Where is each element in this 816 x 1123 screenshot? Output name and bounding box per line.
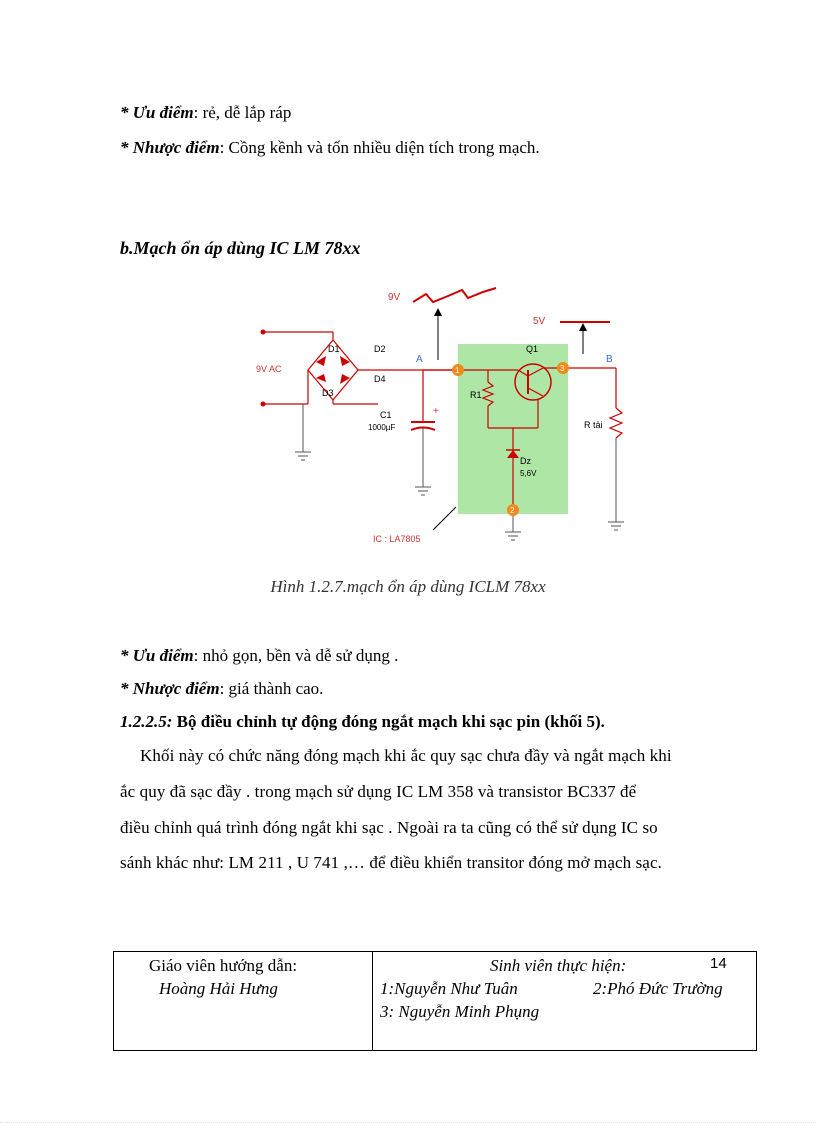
label-ic: IC : LA7805	[373, 534, 421, 544]
advantages-line-1	[120, 103, 291, 123]
student-3: 3: Nguyễn Minh Phụng	[380, 1002, 540, 1021]
label-a: A	[416, 354, 423, 365]
paragraph-line-2: ắc quy đã sạc đầy . trong mạch sử dụng IC LM 358 và transistor BC337 để	[120, 782, 637, 801]
page-number: 14	[710, 955, 727, 972]
label-b: B	[606, 354, 613, 365]
section-number: 1.2.2.5:	[120, 712, 173, 731]
bottom-dotted-rule	[0, 1119, 816, 1123]
pin-2-label: 2	[510, 506, 515, 515]
figure-caption: Hình 1.2.7.mạch ổn áp dùng ICLM 78xx	[270, 577, 546, 596]
section-title	[120, 712, 605, 732]
footer-students-cell	[373, 952, 756, 1050]
label-d2: D2	[374, 344, 386, 354]
label-dz-value: 5,6V	[520, 469, 537, 478]
label-5v: 5V	[533, 316, 546, 327]
label-d4: D4	[374, 374, 386, 384]
ac-terminal-bottom	[261, 402, 266, 407]
label-d3: D3	[322, 388, 334, 398]
paragraph-line-1: Khối này có chức năng đóng mạch khi ắc quy sạc chưa đầy và ngắt mạch khi	[140, 746, 672, 765]
advantages-label: * Ưu điểm	[120, 103, 194, 122]
label-r1: R1	[470, 390, 482, 400]
cap-plus: +	[433, 406, 439, 417]
ac-terminal-top	[261, 330, 266, 335]
circuit-figure	[248, 282, 648, 552]
label-c1: C1	[380, 410, 392, 420]
ripple-9v	[413, 288, 496, 302]
ic-pointer	[433, 507, 456, 530]
label-9v: 9V	[388, 292, 401, 303]
advantages-text-2: : nhỏ gọn, bền và dễ sử dụng .	[193, 646, 399, 665]
supervisor-name: Hoàng Hải Hưng	[159, 979, 278, 998]
advantages-line-2	[120, 646, 398, 666]
diode-d1	[316, 356, 326, 366]
pin-1-label: 1	[455, 366, 460, 375]
disadvantages-label: * Nhược điểm	[120, 138, 220, 157]
advantages-text: : rẻ, dễ lắp ráp	[193, 103, 292, 122]
label-ac: 9V AC	[256, 364, 282, 374]
circuit-diagram	[248, 282, 648, 552]
disadvantages-text-2: : giá thành cao.	[219, 679, 324, 698]
section-heading-b: b.Mạch ổn áp dùng IC LM 78xx	[120, 238, 361, 258]
arrow-b-head	[579, 323, 587, 331]
section-title-text: Bộ điều chỉnh tự động đóng ngắt mạch khi sạc pin (khối 5).	[172, 712, 605, 731]
diode-d2	[340, 356, 350, 366]
load-resistor	[610, 408, 622, 438]
label-dz: Dz	[520, 456, 531, 466]
label-d1: D1	[328, 344, 340, 354]
label-rload: R tải	[584, 420, 603, 430]
label-q1: Q1	[526, 344, 539, 354]
students-label: Sinh viên thực hiện:	[490, 956, 627, 975]
disadvantages-line-2	[120, 679, 323, 699]
paragraph-line-3: điều chỉnh quá trình đóng ngắt khi sạc . Ngoài ra ta cũng có thể sử dụng IC so	[120, 818, 658, 837]
pin-3-label: 3	[560, 364, 565, 373]
footer-table	[113, 951, 757, 1051]
label-c1-value: 1000µF	[368, 423, 396, 432]
disadvantages-text: : Cồng kềnh và tốn nhiều diện tích trong mạch.	[219, 138, 540, 157]
advantages-label-2: * Ưu điểm	[120, 646, 194, 665]
disadvantages-line-1	[120, 138, 540, 158]
student-2: 2:Phó Đức Trường	[593, 979, 723, 998]
diode-d4	[340, 374, 350, 384]
supervisor-label: Giáo viên hướng dẫn:	[149, 956, 298, 975]
footer-supervisor-cell	[114, 952, 373, 1050]
disadvantages-label-2: * Nhược điểm	[120, 679, 220, 698]
arrow-a-head	[434, 308, 442, 316]
paragraph-line-4: sánh khác như: LM 211 , U 741 ,… để điều khiển transitor đóng mở mạch sạc.	[120, 853, 662, 872]
student-1: 1:Nguyễn Như Tuân	[380, 979, 518, 998]
